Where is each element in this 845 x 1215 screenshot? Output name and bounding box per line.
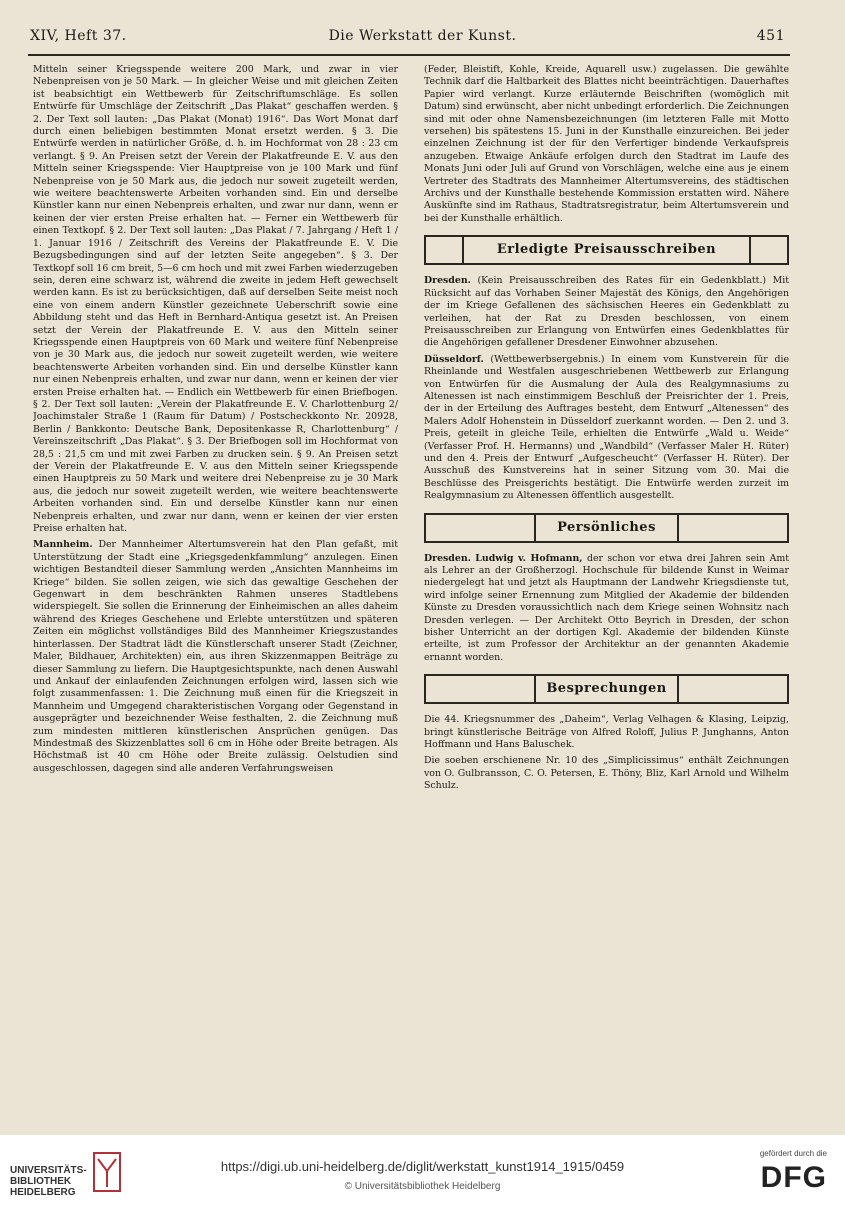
mannheim-lead: Mannheim. (33, 539, 93, 551)
section-heading: Erledigte Preisausschreiben (496, 242, 717, 258)
duesseldorf-lead: Düsseldorf. (424, 353, 484, 365)
volume-issue: XIV, Heft 37. (30, 28, 127, 44)
dresden-article (424, 275, 789, 349)
person-name: Ludwig v. Hofmann, (475, 552, 583, 564)
funded-by-note: gefördert durch die (759, 1149, 827, 1158)
header-rule (28, 54, 790, 56)
journal-title: Die Werkstatt der Kunst. (328, 28, 517, 44)
dresden2-lead: Dresden. (424, 552, 471, 564)
section-heading: Persönliches (557, 519, 656, 535)
review-simplicissimus: Die soeben erschienene Nr. 10 des „Simplicissimus“ enthält Zeichnungen von O. Gulbransson, C. O. Petersen, E. Thöny, Bliz, Karl Arnold und Wilhelm Schulz. (424, 755, 789, 792)
library-name: UNIVERSITÄTS- BIBLIOTHEK HEIDELBERG (10, 1165, 87, 1198)
duesseldorf-article (424, 354, 789, 503)
section-heading-box (424, 674, 789, 704)
dresden-body: (Kein Preisausschreiben des Rates für ein Gedenkblatt.) Mit Rücksicht auf das Vorhaben Seiner Majestät des Königs, den Angehörigen der im Kriege Gefallenen des sächsischen Heeres ein Gedenkblatt zu verleihen, hat der Rat zu Dresden beschlossen, von einem Preisausschreiben zur Erlangung von Entwürfen eines Gedenkblattes für die Angehörigen gefallener Dresdener Einwohner abzusehen. (424, 275, 789, 349)
running-header (0, 28, 845, 52)
mannheim-article (33, 539, 398, 775)
dresden-personal (424, 553, 789, 665)
duesseldorf-body: (Wettbewerbsergebnis.) In einem vom Kunstverein für die Rheinlande und Westfalen ausgeschriebenen Wettbewerb zur Erlangung von Entwürfen für die Ausmalung der Aula des Realgymnasiums zu Altenessen ist nach einstimmigem Beschluß der Preisrichter der 1. Preis, der in der Erteilung des Auftrages besteht, dem Entwurf „Altenessen“ des Malers Adolf Hohenstein in Düsseldorf zuerkannt worden. — Den 2. und 3. Preis, geteilt in gleiche Teile, erhielten die Entwürfe „Wald u. Weide“ (Verfasser Prof. H. Hermanns) und „Wandbild“ (Verfasser Maler H. Rüter) und den 4. Preis der Entwurf „Aufgescheucht“ (Verfasser H. Rüter). Der Ausschuß des Kunstvereins hat in seiner Sitzung vom 30. Mai die Beschlüsse des Preisgerichts bestätigt. Die Entwürfe werden zurzeit im Realgymnasium zu Altenessen öffentlich ausgestellt. (424, 353, 789, 502)
mannheim-continuation: (Feder, Bleistift, Kohle, Kreide, Aquarell usw.) zugelassen. Die gewählte Technik darf die Haltbarkeit des Blattes nicht beeinträchtigen. Dauerhaftes Papier wird verlangt. Kurze erläuternde Beischriften (womöglich mit Datum) sind erwünscht, aber nicht unbedingt erforderlich. Die Zeichnungen sind mit oder ohne Namensbezeichnungen (im letzteren Falle mit Motto versehen) bis spätestens 15. Juni in der Kunsthalle einzureichen. Bei jeder einzelnen Zeichnung ist der für den Verfertiger bindende Verkaufspreis anzugeben. Etwaige Ankäufe erfolgen durch den Stadtrat im Laufe des Monats Juni oder Juli auf Grund von Vorschlägen, welche eine aus je einem Vertreter des Stadtrats des Mannheimer Altertumsvereins, des städtischen Archivs und der Kunsthalle bestehende Kommission erstatten wird. Nähere Auskünfte sind im Rathaus, Stadtratsregistratur, beim Altertumsverein und bei der Kunsthalle erhältlich. (424, 64, 789, 224)
page-number: 451 (756, 28, 785, 44)
mannheim-body: Der Mannheimer Altertumsverein hat den Plan gefaßt, mit Unterstützung der Stadt eine „Kriegsgedenkfammlung“ anzulegen. Einen wichtigen Bestandteil dieser Sammlung werden „Ansichten Mannheims im Kriege“ bilden. Sie sollen zeigen, wie sich das gewaltige Geschehen der Gegenwart in dem beschränkten Rahmen unseres Stadtlebens widerspiegelt. Sie sollen die Erinnerung der Einheimischen an alles daheim während des Krieges Geschehene und Erlebte unterstützen und späteren Zeiten ein möglichst vollständiges Bild des Mannheimer Kriegszustandes hinterlassen. Der Stadtrat lädt die Künstlerschaft unserer Stadt (Zeichner, Maler, Bildhauer, Architekten) ein, aus ihren Skizzenmappen Beiträge zu dieser Sammlung zu liefern. Die Hauptgesichtspunkte, nach denen Auswahl und Ankauf der einlaufenden Zeichnungen erfolgen wird, lassen sich wie folgt zusammenfassen: 1. Die Zeichnung muß einen für die Kriegszeit in Mannheim und Umgegend charakteristischen Vorgang oder Gegenstand in ausgeprägter und bezeichnender Weise festhalten, 2. die Zeichnung muß zum mindesten mittleren künstlerischen Ansprüchen genügen. Das Mindestmaß des Skizzenblattes soll 6 cm in Höhe oder Breite betragen. Als Höchstmaß ist 40 cm Höhe oder Breite zulässig. Oelstudien sind ausgeschlossen, dagegen sind alle anderen Verfahrungsweisen (33, 539, 398, 774)
dresden-lead: Dresden. (424, 275, 471, 287)
left-column (33, 64, 398, 1129)
section-heading-box (424, 235, 789, 265)
right-column (424, 64, 789, 1129)
copyright: © Universitätsbibliothek Heidelberg (344, 1181, 501, 1192)
review-daheim: Die 44. Kriegsnummer des „Daheim“, Verlag Velhagen & Klasing, Leipzig, bringt künstlerische Beiträge von Alfred Roloff, Julius P. Junghanns, Anton Hoffmann und Hans Baluschek. (424, 714, 789, 751)
section-heading: Besprechungen (546, 681, 667, 697)
viewer-footer (0, 1135, 845, 1215)
dresden2-body: der schon vor etwa drei Jahren sein Amt als Lehrer an der Großherzogl. Hochschule für bildende Kunst in Weimar niedergelegt hat und jetzt als Hauptmann der Landwehr Kriegsdienste tut, wird infolge seiner Ernennung zum Mitglied der Akademie der bildenden Künste zu Dresden voraussichtlich nach dem Kriege seinen Wohnsitz nach Dresden verlegen. — Der Architekt Otto Beyrich in Dresden, der schon bisher Unterricht an der dortigen Kgl. Akademie der bildenden Künste erteilte, ist zum Professor der Architektur an der genannten Akademie ernannt worden. (424, 552, 789, 663)
permalink[interactable]: https://digi.ub.uni-heidelberg.de/diglit/werkstatt_kunst1914_1915/0459 (220, 1159, 625, 1174)
competition-text: Mitteln seiner Kriegsspende weitere 200 Mark, und zwar in vier Nebenpreisen von je 50 Mark. — In gleicher Weise und mit gleichen Zeiten ist beabsichtigt ein Wettbewerb für Zeitschriftumschläge. Es sollen Entwürfe für Umschläge der Zeitschrift „Das Plakat“ geschaffen werden. § 2. Der Text soll lauten: „Das Plakat (Monat) 1916“. Das Wort Monat darf durch einen beliebigen bestimmten Monat ersetzt werden. § 3. Die Entwürfe werden in natürlicher Größe, d. h. im Hochformat von 28 : 23 cm verlangt. § 9. An Preisen setzt der Verein der Plakatfreunde E. V. aus den Mitteln seiner Kriegsspende: Vier Hauptpreise von je 100 Mark und fünf Nebenpreise von je 50 Mark aus, die jedoch nur soweit zugeteilt werden, wie weitere beachtenswerte Arbeiten vorhanden sind. Ein und derselbe Künstler kann nur einen Nebenpreis erhalten, und zwar nur dann, wenn er keinen der vier ersten Preise erhalten hat. — Ferner ein Wettbewerb für einen Textkopf. § 2. Der Text soll lauten: „Das Plakat / 7. Jahrgang / Heft 1 / 1. Januar 1916 / Zeitschrift des Vereins der Plakatfreunde E. V. Die Bezugsbedingungen sind auf der letzten Seite angegeben“. § 3. Der Textkopf soll 16 cm breit, 5—6 cm hoch und mit zwei Farben wiederzugeben sein, deren eine schwarz ist, während die zweite in jedem Heft gewechselt werden kann. Es ist zu berücksichtigen, daß auf derselben Seite meist noch eine von einem andern Künstler gezeichnete Ueberschrift sowie eine Abbildung steht und das Heft in Bernhard-Antiqua gesetzt ist. An Preisen setzt der Verein der Plakatfreunde E. V. aus den Mitteln seiner Kriegsspende einen Hauptpreis von 60 Mark und weitere fünf Nebenpreise von je 30 Mark aus, die jedoch nur soweit zugeteilt werden, wie weitere beachtenswerte Arbeiten vorhanden sind. Ein und derselbe Künstler kann nur einen Nebenpreis erhalten, und zwar nur dann, wenn er keinen der vier ersten Preise erhalten hat. — Endlich ein Wettbewerb für einen Briefbogen. § 2. Der Text soll lauten: „Verein der Plakatfreunde E. V. Charlottenburg 2/ Joachimstaler Straße 1 (Raum für Datum) / Postscheckkonto Nr. 20928, Berlin / Bankkonto: Deutsche Bank, Depositenkasse R, Charlottenburg“ / Vereinszeitschrift „Das Plakat“. § 3. Der Briefbogen soll im Hochformat von 28,5 : 21,5 cm und mit zwei Farben zu drucken sein. § 9. An Preisen setzt der Verein der Plakatfreunde E. V. aus den Mitteln seiner Kriegsspende einen Hauptpreis zu 50 Mark und weitere drei Nebenpreise zu je 30 Mark aus, die jedoch nur soweit zugeteilt werden, wie weitere beachtenswerte Arbeiten vorhanden sind. Ein und derselbe Künstler kann nur einen Nebenpreis erhalten, und zwar nur dann, wenn er keinen der vier ersten Preise erhalten hat. (33, 64, 398, 535)
section-heading-box (424, 513, 789, 543)
dfg-logo: DFG (760, 1161, 827, 1194)
